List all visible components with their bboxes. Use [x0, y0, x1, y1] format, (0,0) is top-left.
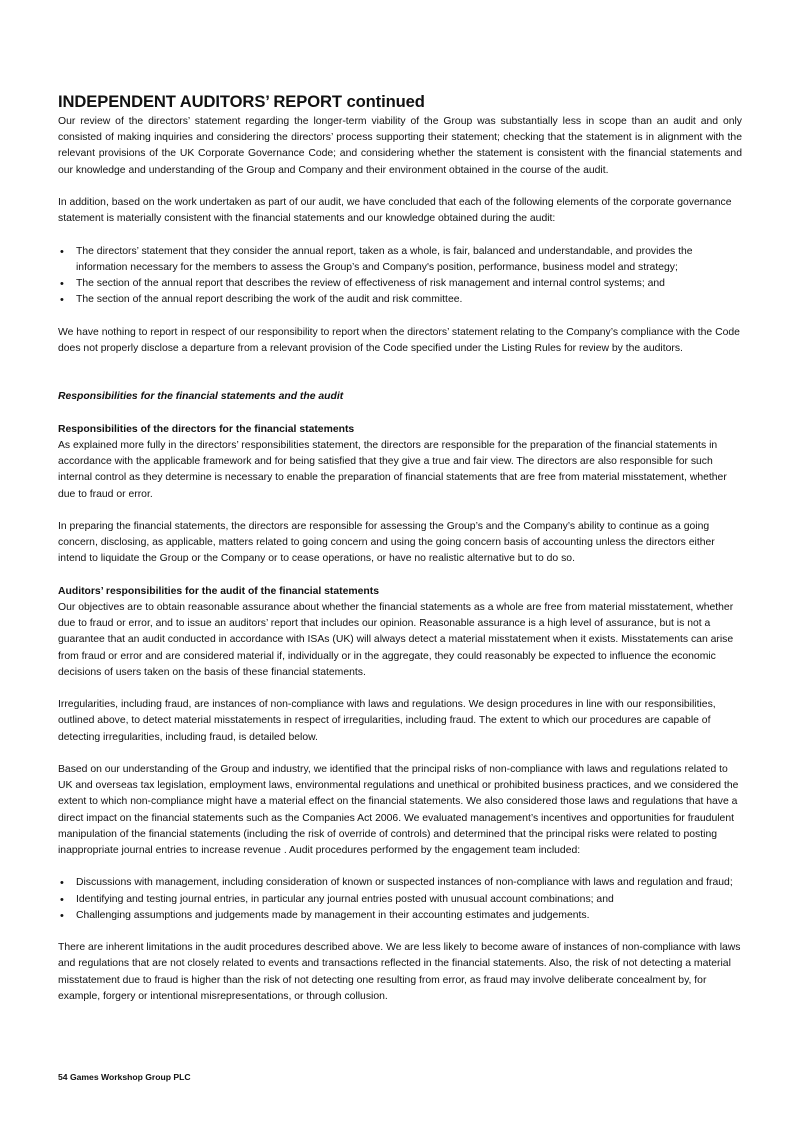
responsibilities-section-title: Responsibilities for the financial statements and the audit: [58, 391, 344, 403]
list-item: • Challenging assumptions and judgements made by management in their accounting estimates and judgements.: [58, 908, 742, 924]
report-page: [58, 92, 742, 1005]
auditors-responsibilities-heading: Auditors’ responsibilities for the audit of the financial statements: [58, 585, 380, 597]
principal-risks-paragraph: Based on our understanding of the Group and industry, we identified that the principal risks of non-compliance with laws and regulations related to UK and overseas tax legislation, employment laws, environmental regulations and unethical or prohibited business practices, and we considered the extent to which non-compliance might have a material effect on the financial statements. We also considered those laws and regulations that have a direct impact on the financial statements such as the Companies Act 2006. We evaluated management’s incentives and opportunities for fraudulent manipulation of the financial statements (including the risk of override of controls) and determined that the principal risks were related to posting inappropriate journal entries to increase revenue . Audit procedures performed by the engagement team included:: [58, 763, 739, 856]
going-concern-paragraph: In preparing the financial statements, the directors are responsible for assessing the Group’s and the Company’s ability to continue as a going concern, disclosing, as applicable, matters related to going concern and using the going concern basis of accounting unless the directors either intend to liquidate the Group or the Company or to cease operations, or have no realistic alternative but to do so.: [58, 520, 715, 565]
page-heading: INDEPENDENT AUDITORS’ REPORT continued: [58, 92, 425, 111]
governance-conclusion-paragraph: In addition, based on the work undertaken as part of our audit, we have concluded that each of the following elements of the corporate governance statement is materially consistent with the financial statements and our knowledge obtained during the audit:: [58, 197, 732, 225]
page-footer: 54 Games Workshop Group PLC: [58, 1072, 191, 1082]
inherent-limitations-paragraph: There are inherent limitations in the audit procedures described above. We are less likely to become aware of instances of non-compliance with laws and regulations that are not closely related to events and transactions reflected in the financial statements. Also, the risk of not detecting a material misstatement due to fraud is higher than the risk of not detecting one resulting from error, as fraud may involve deliberate concealment by, for example, forgery or intentional misrepresentations, or through collusion.: [58, 942, 741, 1002]
list-item: • The section of the annual report that describes the review of effectiveness of risk management and internal control systems; and: [58, 276, 742, 292]
directors-responsibilities-heading: Responsibilities of the directors for the financial statements: [58, 423, 355, 435]
list-item: • Identifying and testing journal entries, in particular any journal entries posted with unusual account combinations; and: [58, 892, 742, 908]
viability-review-paragraph: Our review of the directors’ statement regarding the longer-term viability of the Group was substantially less in scope than an audit and only consisted of making inquiries and considering the directors’ process supporting their statement; checking that the statement is in alignment with the relevant provisions of the UK Corporate Governance Code; and considering whether the statement is consistent with the financial statements and our knowledge and understanding of the Group and Company and their environment obtained in the course of the audit.: [58, 116, 742, 176]
list-item: • Discussions with management, including consideration of known or suspected instances of non-compliance with laws and regulation and fraud;: [58, 875, 742, 891]
auditors-objectives-paragraph: Our objectives are to obtain reasonable assurance about whether the financial statements as a whole are free from material misstatement, whether due to fraud or error, and to issue an auditors’ report that includes our opinion. Reasonable assurance is a high level of assurance, but is not a guarantee that an audit conducted in accordance with ISAs (UK) will always detect a material misstatement when it exists. Misstatements can arise from fraud or error and are considered material if, individually or in the aggregate, they could reasonably be expected to influence the economic decisions of users taken on the basis of these financial statements.: [58, 601, 734, 678]
list-item: • The section of the annual report describing the work of the audit and risk committee.: [58, 292, 742, 308]
nothing-to-report-paragraph: We have nothing to report in respect of our responsibility to report when the directors’ statement relating to the Company’s compliance with the Code does not properly disclose a departure from a relevant provision of the Code specified under the Listing Rules for review by the auditors.: [58, 326, 740, 354]
irregularities-paragraph: Irregularities, including fraud, are instances of non-compliance with laws and regulations. We design procedures in line with our responsibilities, outlined above, to detect material misstatements in respect of irregularities, including fraud. The extent to which our procedures are capable of detecting irregularities, including fraud, is detailed below.: [58, 699, 716, 743]
governance-bullet-list: [58, 244, 742, 309]
audit-procedures-bullet-list: [58, 875, 742, 924]
list-item: • The directors’ statement that they consider the annual report, taken as a whole, is fair, balanced and understandable, and provides the information necessary for the members to assess the Group’s and Company's position, performance, business model and strategy;: [58, 244, 742, 276]
directors-responsibilities-paragraph: As explained more fully in the directors’ responsibilities statement, the directors are responsible for the preparation of the financial statements in accordance with the applicable framework and for being satisfied that they give a true and fair view. The directors are also responsible for such internal control as they determine is necessary to enable the preparation of financial statements that are free from material misstatement, whether due to fraud or error.: [58, 439, 727, 500]
